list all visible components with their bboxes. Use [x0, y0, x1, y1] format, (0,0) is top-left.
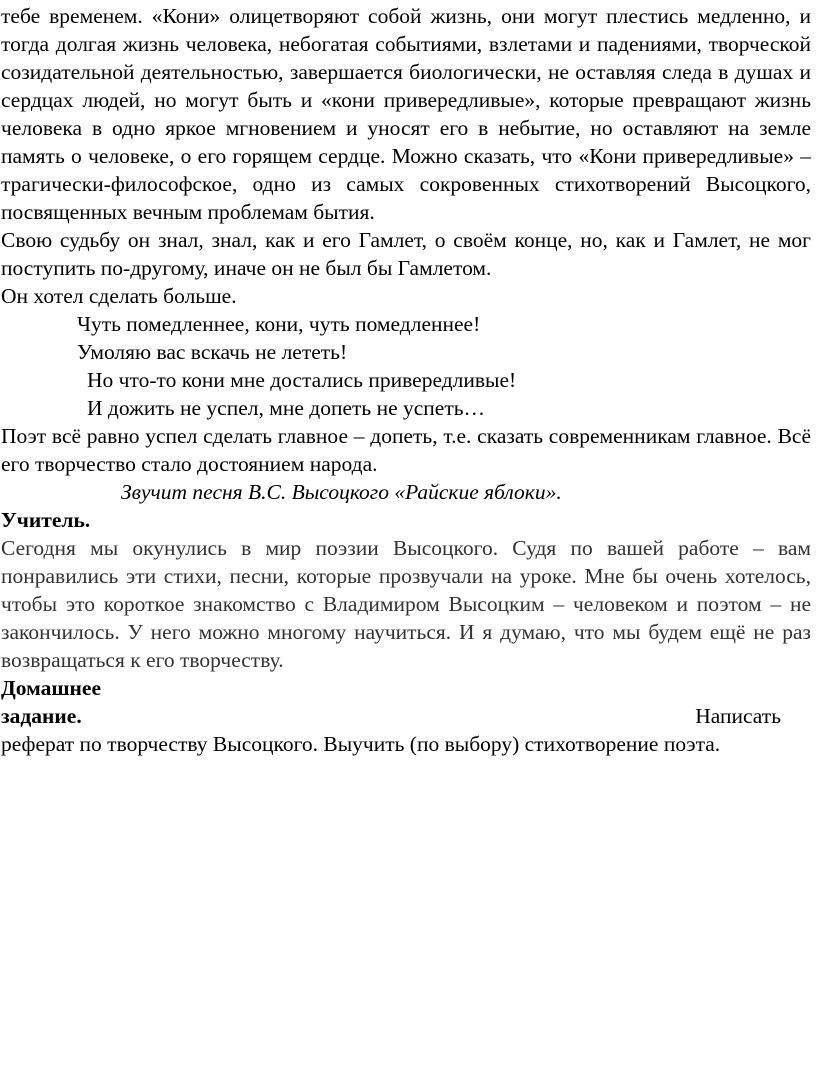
song-note: Звучит песня В.С. Высоцкого «Райские яблоки».	[121, 480, 562, 504]
homework-first-word: Написать	[695, 704, 781, 728]
homework-heading: Домашнее	[1, 676, 102, 700]
paragraph-legacy: Поэт всё равно успел сделать главное – допеть, т.е. сказать современникам главное. Всё его творчество стало достоянием народа.	[1, 424, 811, 476]
verse-line: И дожить не успел, мне допеть не успеть…	[87, 396, 486, 420]
homework-heading-continued: задание.	[1, 704, 82, 728]
homework-text: реферат по творчеству Высоцкого. Выучить (по выбору) стихотворение поэта.	[1, 732, 721, 756]
verse-line: Чуть помедленнее, кони, чуть помедленнее!	[77, 312, 481, 336]
verse-line: Но что-то кони мне достались привередливые!	[87, 368, 517, 392]
paragraph-horses: тебе временем. «Кони» олицетворяют собой жизнь, они могут плестись медленно, и тогда долгая жизнь человека, небогатая событиями, взлетами и падениями, творческой созидательной деятельностью, завершается биологически, не оставляя следа в душах и сердцах людей, но могут быть и «кони привередливые», которые превращают жизнь человека в одно яркое мгновением и уносят его в небытие, но оставляют на земле память о человеке, о его горящем сердце. Можно сказать, что «Кони привередливые» – трагически-философское, одно из самых сокровенных стихотворений Высоцкого, посвященных вечным проблемам бытия.	[1, 4, 811, 224]
verse-quote	[1, 310, 811, 422]
homework-heading-row	[1, 702, 811, 730]
verse-line: Умоляю вас вскачь не лететь!	[77, 340, 348, 364]
paragraph-wanted-more: Он хотел сделать больше.	[1, 284, 237, 308]
teacher-heading: Учитель.	[1, 508, 91, 532]
paragraph-hamlet: Свою судьбу он знал, знал, как и его Гамлет, о своём конце, но, как и Гамлет, не мог поступить по-другому, иначе он не был бы Гамлетом.	[1, 228, 811, 280]
teacher-speech: Сегодня мы окунулись в мир поэзии Высоцкого. Судя по вашей работе – вам понравились эти стихи, песни, которые прозвучали на уроке. Мне бы очень хотелось, чтобы это короткое знакомство с Владимиром Высоцким – человеком и поэтом – не закончилось. У него можно многому научиться. И я думаю, что мы будем ещё не раз возвращаться к его творчеству.	[1, 536, 811, 672]
document-page	[1, 2, 811, 758]
